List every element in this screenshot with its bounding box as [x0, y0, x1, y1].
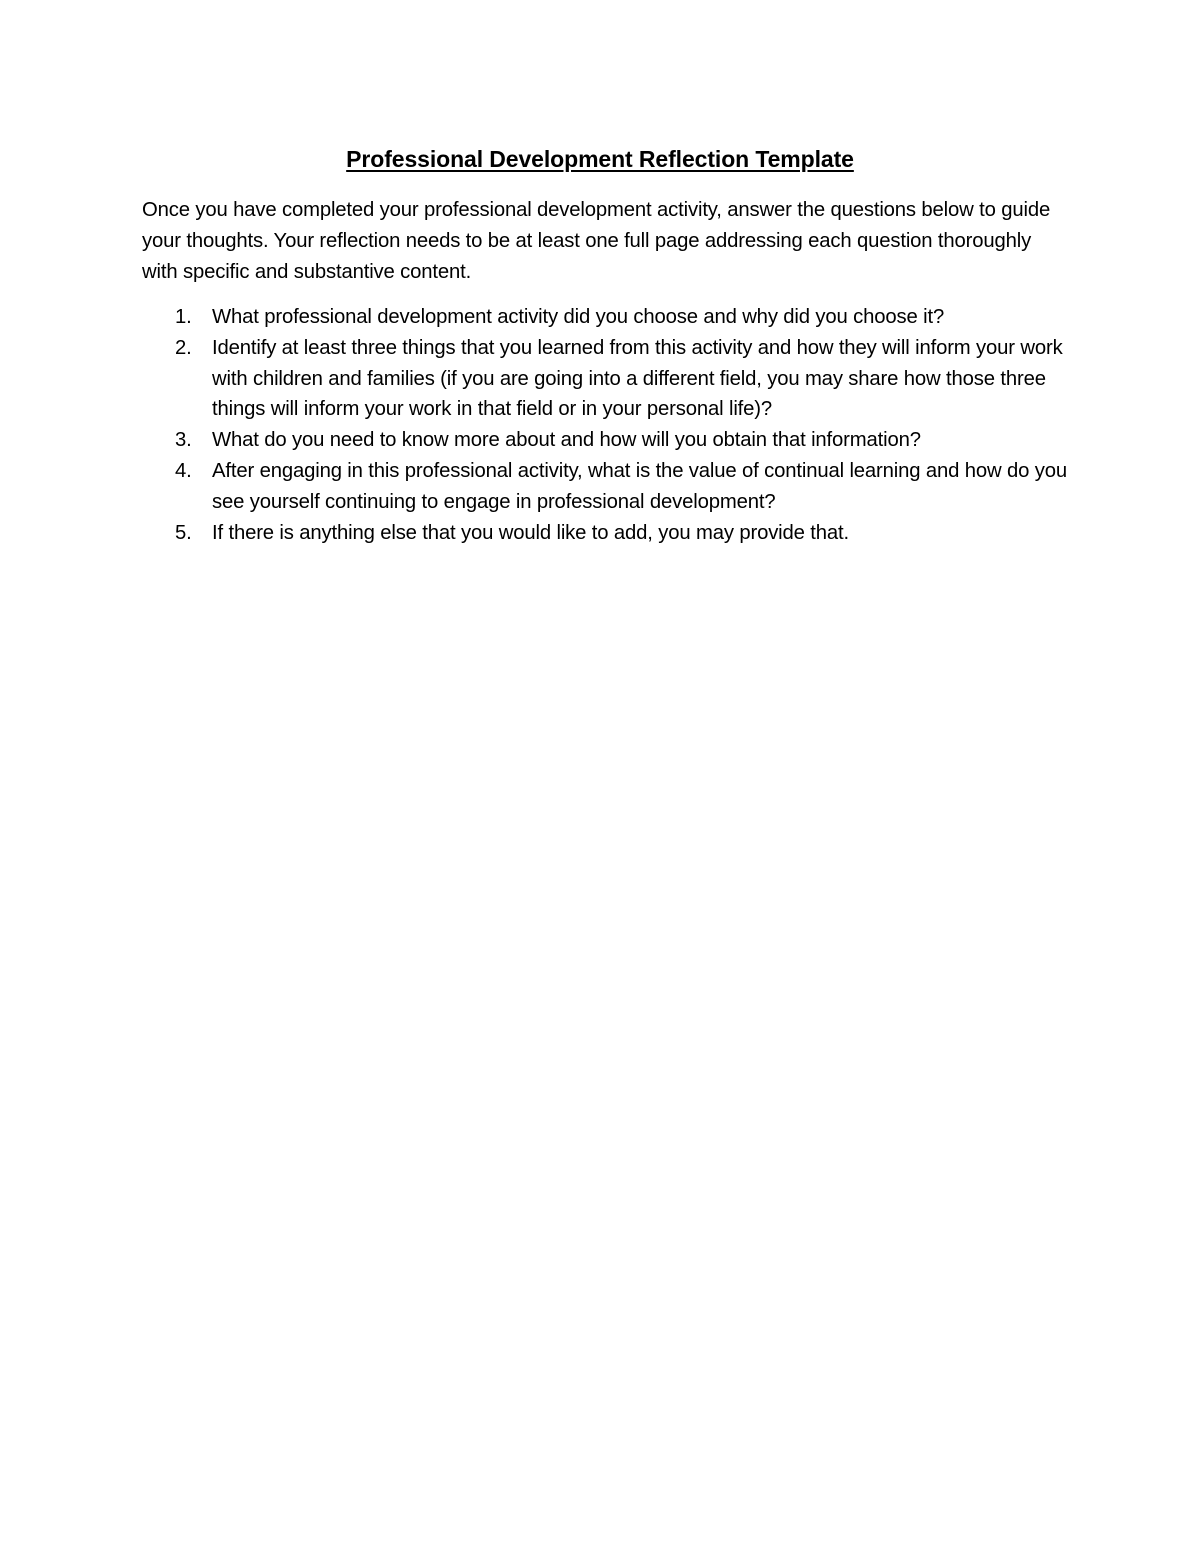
question-list	[142, 302, 1072, 548]
question-item-5	[142, 518, 1072, 549]
question-item-3	[142, 425, 1072, 456]
question-item-4	[142, 456, 1072, 518]
question-text: After engaging in this professional activity, what is the value of continual learning and how do you see yourself continuing to engage in professional development?	[212, 459, 1067, 513]
question-number: 1.	[175, 306, 192, 328]
question-text: What do you need to know more about and how will you obtain that information?	[212, 429, 921, 452]
document-title: Professional Development Reflection Template	[346, 146, 854, 172]
question-text: What professional development activity did you choose and why did you choose it?	[212, 306, 945, 328]
question-number: 4.	[175, 459, 192, 482]
question-number: 3.	[175, 429, 192, 452]
question-number: 5.	[175, 521, 192, 544]
question-text: Identify at least three things that you learned from this activity and how they will inform your work with children and families (if you are going into a different field, you may share how those three things will inform your work in that field or in your personal life)?	[212, 336, 1063, 421]
question-number: 2.	[175, 336, 192, 359]
question-text: If there is anything else that you would like to add, you may provide that.	[212, 521, 849, 544]
intro-paragraph: Once you have completed your professional development activity, answer the questions below to guide your thoughts. Your reflection needs to be at least one full page addressing each question thoroughly with specific and substantive content.	[142, 199, 1051, 283]
question-item-2	[142, 333, 1072, 425]
question-item-1	[142, 302, 1072, 333]
